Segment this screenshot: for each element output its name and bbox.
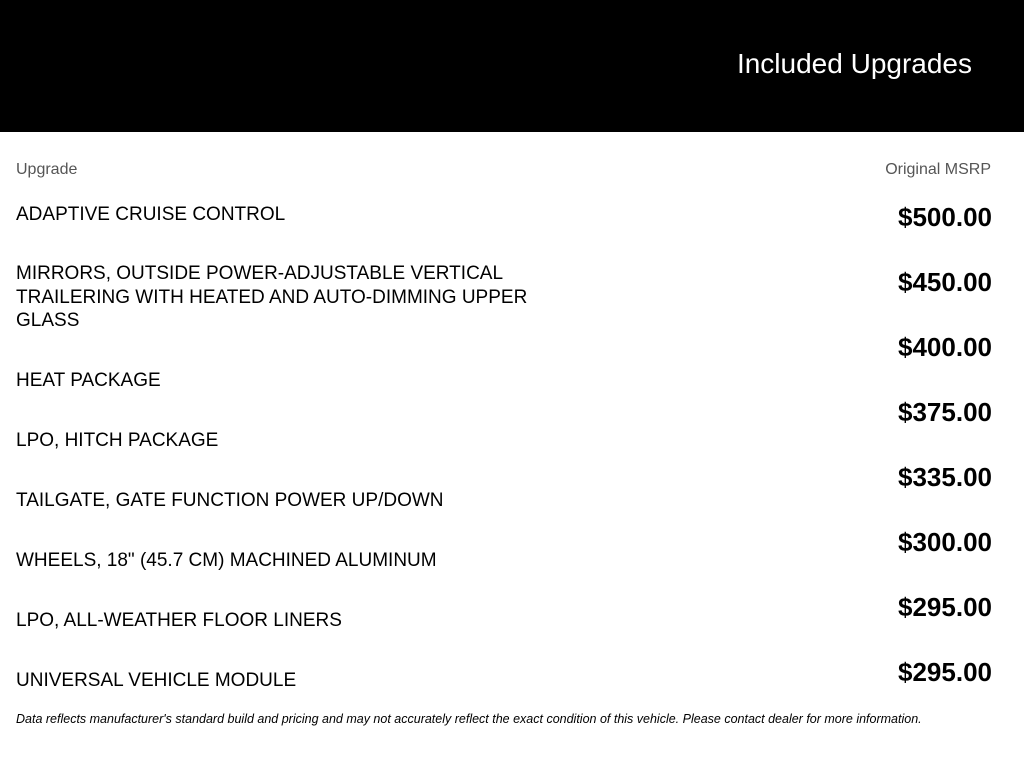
- price-list: [792, 201, 992, 721]
- upgrade-price: $295.00: [898, 657, 992, 687]
- upgrade-name: ADAPTIVE CRUISE CONTROL: [16, 204, 286, 225]
- upgrade-price: $300.00: [898, 527, 992, 557]
- header-banner: [0, 0, 1024, 132]
- upgrade-price: $375.00: [898, 397, 992, 427]
- page-title: Included Upgrades: [736, 48, 972, 79]
- upgrade-name: LPO, ALL-WEATHER FLOOR LINERS: [16, 610, 342, 631]
- msrp-column-header: Original MSRP: [885, 161, 991, 178]
- upgrade-name: LPO, HITCH PACKAGE: [16, 430, 219, 451]
- upgrade-name: WHEELS, 18" (45.7 CM) MACHINED ALUMINUM: [16, 550, 437, 571]
- upgrade-price: $295.00: [898, 592, 992, 622]
- upgrade-price: $500.00: [898, 202, 992, 232]
- upgrade-name: TAILGATE, GATE FUNCTION POWER UP/DOWN: [16, 490, 444, 511]
- upgrade-price: $335.00: [898, 462, 992, 492]
- upgrade-name-list: [16, 203, 576, 699]
- disclaimer-text: Data reflects manufacturer's standard build and pricing and may not accurately reflect the exact condition of this vehicle. Please contact dealer for more information.: [16, 712, 922, 726]
- upgrade-price: $400.00: [898, 332, 992, 362]
- upgrade-name: UNIVERSAL VEHICLE MODULE: [16, 670, 297, 691]
- upgrade-column-header: Upgrade: [16, 161, 78, 178]
- upgrade-name: HEAT PACKAGE: [16, 370, 161, 391]
- upgrade-price: $450.00: [898, 267, 992, 297]
- upgrade-name: MIRRORS, OUTSIDE POWER-ADJUSTABLE VERTICAL TRAILERING WITH HEATED AND AUTO-DIMMING UPPER GLASS: [16, 263, 528, 331]
